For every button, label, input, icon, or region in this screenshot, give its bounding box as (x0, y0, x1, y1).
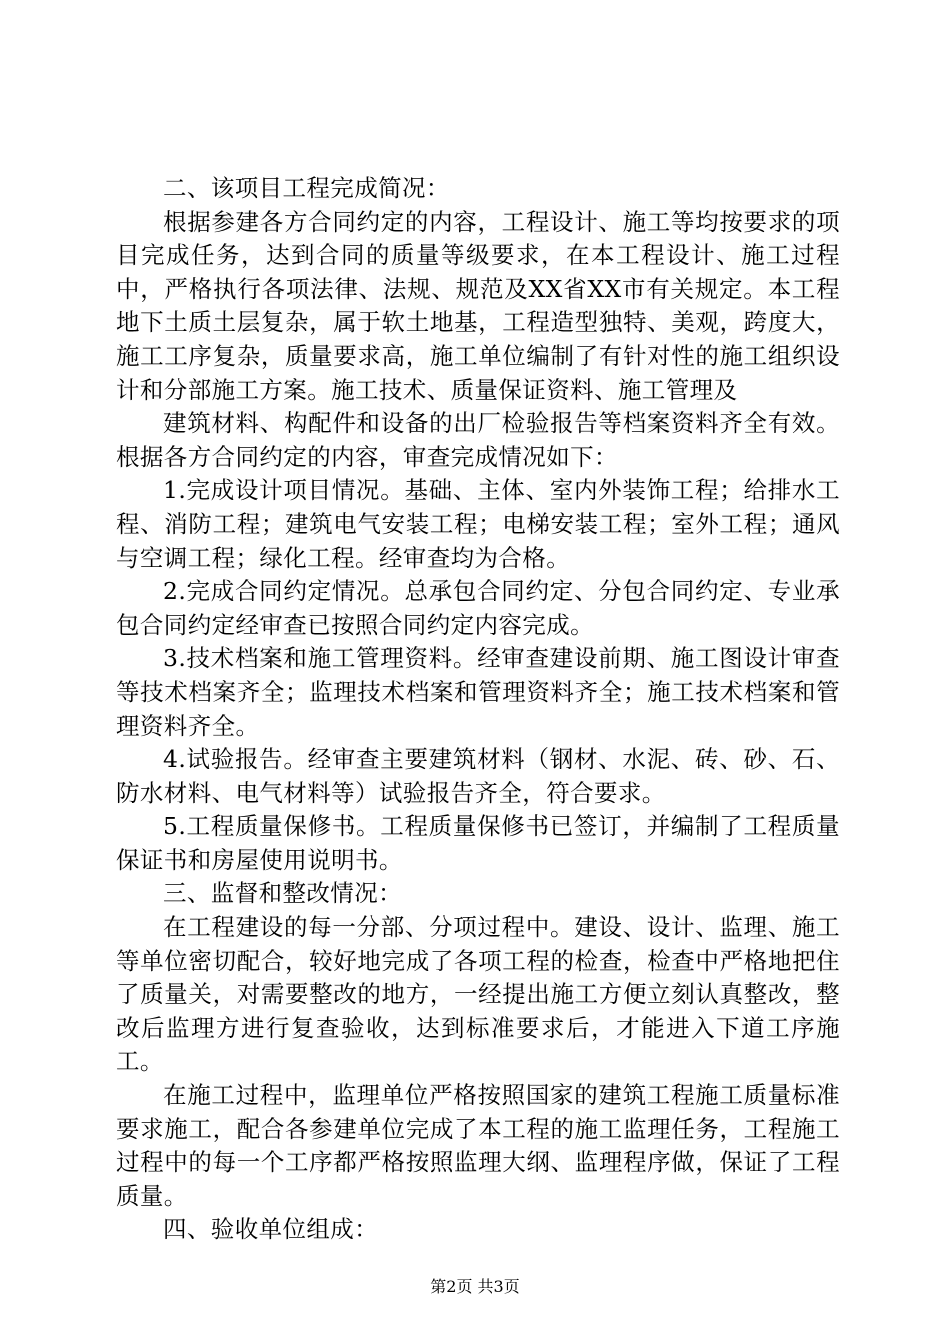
page-number-footer: 第2页 共3页 (430, 1277, 520, 1296)
paragraph-contract-overview: 根据参建各方合同约定的内容，工程设计、施工等均按要求的项目完成任务，达到合同的质量等级要求，在本工程设计、施工过程中，严格执行各项法律、法规、规范及XX省XX市有关规定。本工程地下土质土层复杂，属于软土地基，工程造型独特、美观，跨度大，施工工序复杂，质量要求高，施工单位编制了有针对性的施工组织设计和分部施工方案。施工技术、质量保证资料、施工管理及 (116, 207, 840, 404)
list-item-contract-terms: 2.完成合同约定情况。总承包合同约定、分包合同约定、专业承包合同约定经审查已按照合同约定内容完成。 (116, 577, 840, 639)
section-heading-project-completion: 二、该项目工程完成简况： (163, 174, 450, 202)
list-item-design-items: 1.完成设计项目情况。基础、主体、室内外装饰工程；给排水工程、消防工程；建筑电气安装工程；电梯安装工程；室外工程；通风与空调工程；绿化工程。经审查均为合格。 (116, 476, 840, 572)
document-body (116, 172, 840, 1247)
section-heading-supervision: 三、监督和整改情况： (163, 879, 402, 908)
list-item-technical-archives: 3.技术档案和施工管理资料。经审查建设前期、施工图设计审查等技术档案齐全；监理技术档案和管理资料齐全；施工技术档案和管理资料齐全。 (116, 644, 840, 740)
paragraph-materials-records: 建筑材料、构配件和设备的出厂检验报告等档案资料齐全有效。根据各方合同约定的内容，审查完成情况如下： (116, 409, 840, 471)
paragraph-inspection-rectification: 在工程建设的每一分部、分项过程中。建设、设计、监理、施工等单位密切配合，较好地完成了各项工程的检查，检查中严格地把住了质量关，对需要整改的地方，一经提出施工方便立刻认真整改，整改后监理方进行复查验收，达到标准要求后，才能进入下道工序施工。 (116, 913, 840, 1076)
list-item-warranty: 5.工程质量保修书。工程质量保修书已签订，并编制了工程质量保证书和房屋使用说明书。 (116, 812, 840, 874)
paragraph-supervision-unit: 在施工过程中，监理单位严格按照国家的建筑工程施工质量标准要求施工，配合各参建单位完成了本工程的施工监理任务，工程施工过程中的每一个工序都严格按照监理大纲、监理程序做，保证了工程质量。 (116, 1081, 840, 1210)
section-heading-acceptance-units: 四、验收单位组成： (163, 1215, 379, 1244)
list-item-test-reports: 4.试验报告。经审查主要建筑材料（钢材、水泥、砖、砂、石、防水材料、电气材料等）试验报告齐全，符合要求。 (116, 745, 840, 807)
